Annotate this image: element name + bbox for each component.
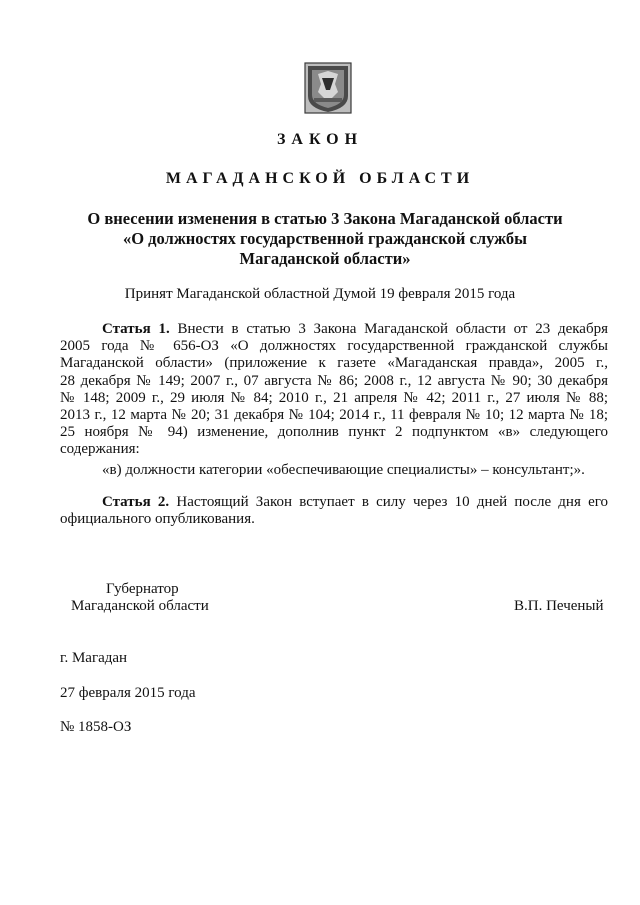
- article-1-line: 2013 г., 12 марта № 20; 31 декабря № 104; 2014 г., 11 февраля № 10; 12 марта № 18;: [60, 407, 608, 424]
- subject-line: Магаданской области»: [239, 249, 411, 268]
- signatory-region: Магаданской области: [71, 598, 209, 614]
- place-of-signing: г. Магадан: [60, 650, 128, 666]
- article-1-quote: «в) должности категории «обеспечивающие специалисты» – консультант;».: [102, 462, 585, 478]
- signatory-title: Губернатор: [106, 581, 179, 597]
- article-1-line: 2005 года № 656-ОЗ «О должностях государственной гражданской службы: [60, 338, 608, 355]
- article-2-text: Настоящий Закон вступает в силу через 10 дней после дня его: [176, 494, 608, 510]
- subject-line: «О должностях государственной гражданской службы: [122, 229, 528, 248]
- adoption-note: Принят Магаданской областной Думой 19 февраля 2015 года: [124, 286, 516, 302]
- law-title: ЗАКОН: [276, 131, 364, 148]
- region-title: МАГАДАНСКОЙ ОБЛАСТИ: [165, 170, 475, 187]
- article-2-line-first: [60, 494, 608, 511]
- law-subject: [60, 209, 590, 269]
- article-1-line: 28 декабря № 149; 2007 г., 07 августа № 86; 2008 г., 12 августа № 90; 30 декабря: [60, 372, 608, 389]
- signatory-name: В.П. Печеный: [514, 598, 604, 614]
- article-2: [60, 494, 608, 528]
- article-1-line: Магаданской области» (приложение к газете «Магаданская правда», 2005 г.,: [60, 355, 608, 372]
- article-2-label: Статья 2.: [102, 494, 170, 510]
- article-1-label: Статья 1.: [102, 321, 170, 337]
- article-1-line-first: [60, 321, 608, 338]
- subject-line: О внесении изменения в статью 3 Закона Магаданской области: [87, 209, 563, 228]
- article-1-line: 25 ноября № 94) изменение, дополнив пункт 2 подпунктом «в» следующего: [60, 424, 608, 441]
- coat-of-arms-emblem: [304, 62, 352, 114]
- article-1-line: № 148; 2009 г., 29 июля № 84; 2010 г., 21 апреля № 42; 2011 г., 27 июля № 88;: [60, 389, 608, 406]
- signing-date: 27 февраля 2015 года: [60, 685, 196, 701]
- law-number: № 1858-ОЗ: [60, 719, 132, 735]
- article-1-line: содержания:: [60, 441, 140, 458]
- article-1-text: Внести в статью 3 Закона Магаданской области от 23 декабря: [177, 321, 608, 337]
- article-2-line: официального опубликования.: [60, 511, 255, 528]
- article-1: [60, 321, 608, 459]
